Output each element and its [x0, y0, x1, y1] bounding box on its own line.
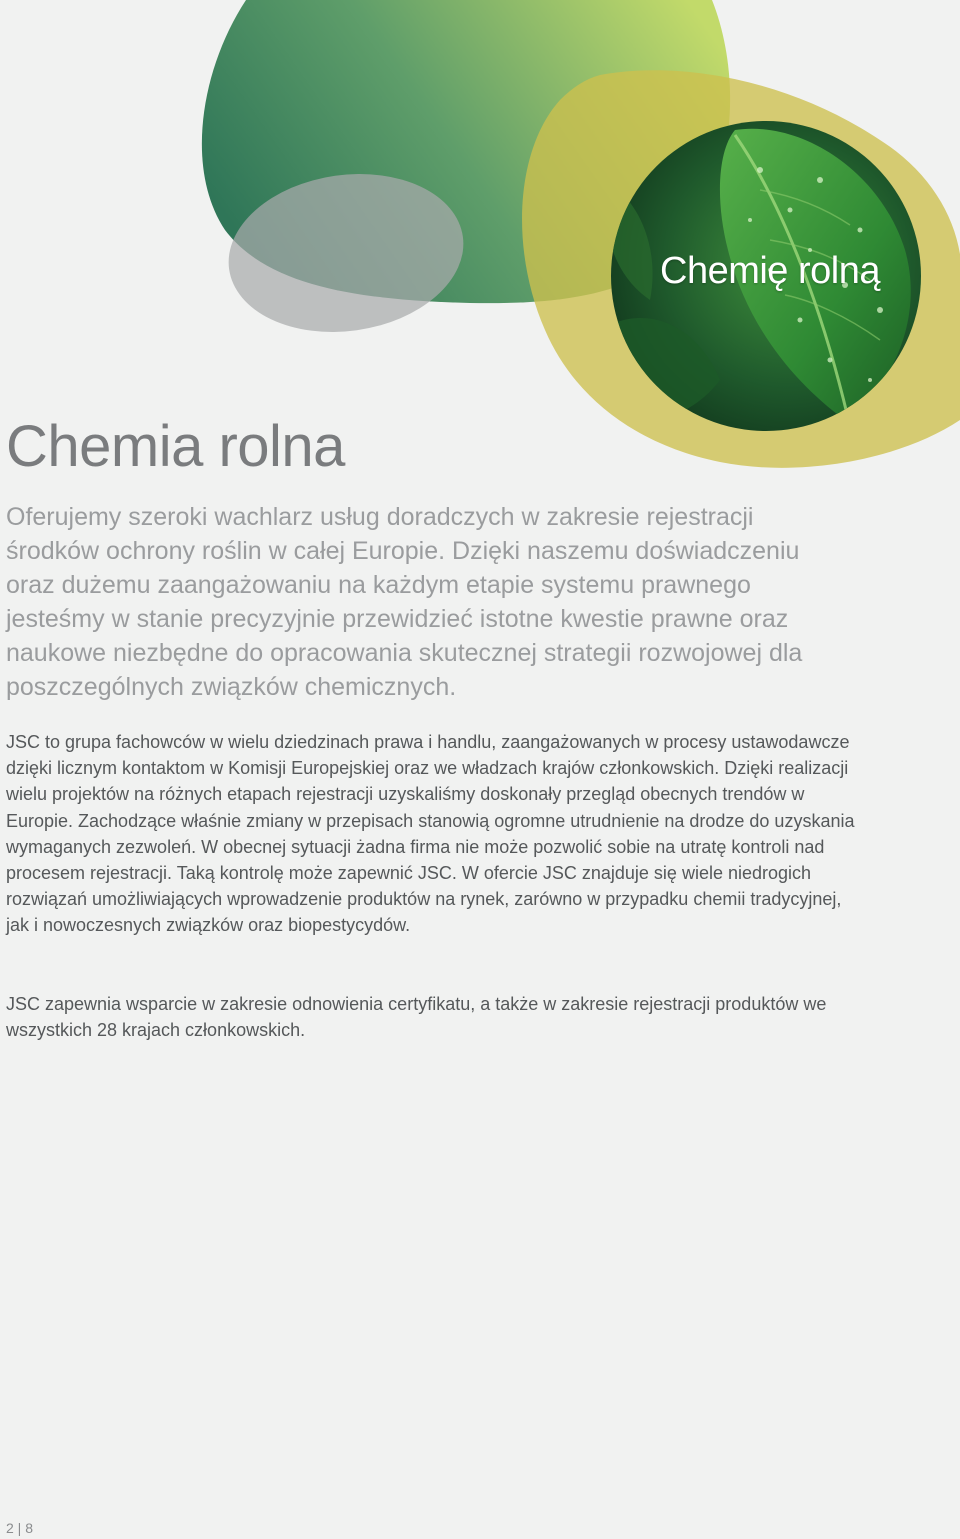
- lead-paragraph: Oferujemy szeroki wachlarz usług doradczych w zakresie rejestracji środków ochrony roślin w całej Europie. Dzięki naszemu doświadczeniu oraz dużemu zaangażowaniu na każdym etapie systemu prawnego jesteśmy w stanie precyzyjnie przewidzieć istotne kwestie prawne oraz naukowe niezbędne do opracowania skutecznej strategii rozwojowej dla poszczególnych związków chemicznych.: [6, 503, 803, 701]
- page-title: Chemia rolna: [6, 414, 345, 479]
- page-number: 2 | 8: [6, 1520, 33, 1536]
- circle-caption: Chemię rolną: [660, 250, 880, 292]
- body-paragraph-2: JSC zapewnia wsparcie w zakresie odnowienia certyfikatu, a także w zakresie rejestracji produktów we wszystkich 28 krajach członkowskich.: [6, 994, 827, 1041]
- decorative-blobs-graphic: [0, 0, 960, 480]
- body-paragraph-1: JSC to grupa fachowców w wielu dziedzinach prawa i handlu, zaangażowanych w procesy ustawodawcze dzięki licznym kontaktom w Komisji Europejskiej oraz we władzach krajów członkowskich. Dzięki realizacji wielu projektów na różnych etapach rejestracji uzyskaliśmy doskonały przegląd obecnych trendów w Europie. Zachodzące właśnie zmiany w przepisach stanowią ogromne utrudnienie na drodze do uzyskania wymaganych zezwoleń. W obecnej sytuacji żadna firma nie może pozwolić sobie na utratę kontroli nad procesem rejestracji. Taką kontrolę może zapewnić JSC. W ofercie JSC znajduje się wiele niedrogich rozwiązań umożliwiających wprowadzenie produktów na rynek, zarówno w przypadku chemii tradycyjnej, jak i nowoczesnych związków oraz biopestycydów.: [6, 732, 855, 936]
